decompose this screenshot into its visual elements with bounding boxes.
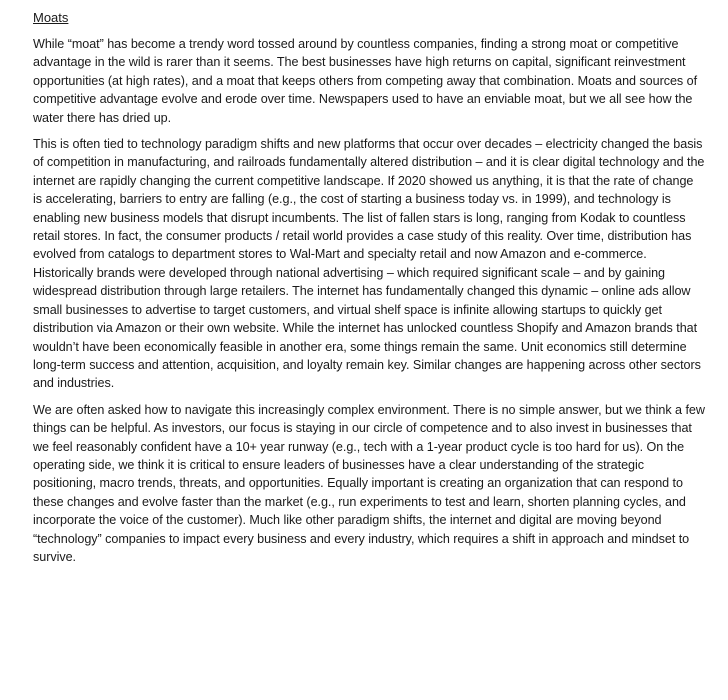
paragraph-navigation: We are often asked how to navigate this increasingly complex environment. There is no simple answer, but we think a few things can be helpful. As investors, our focus is staying in our circle of competence and to also invest in businesses that we feel reasonably confident have a 10+ year runway (e.g., tech with a 1-year product cycle is too hard for us). On the operating side, we think it is critical to ensure leaders of businesses have a clear understanding of the strategic positioning, macro trends, threats, and opportunities. Equally important is creating an organization that can respond to these changes and evolve faster than the market (e.g., run experiments to test and learn, shorten planning cycles, and incorporate the voice of the customer). Much like other paradigm shifts, the internet and digital are moving beyond “technology” companies to impact every business and every industry, which requires a shift in approach and mindset to survive. [33, 402, 705, 564]
paragraph-paradigm-shifts: This is often tied to technology paradigm shifts and new platforms that occur over decades – electricity changed the basis of competition in manufacturing, and railroads fundamentally altered distribution – and it is clear digital technology and the internet are rapidly changing the current competitive landscape. If 2020 showed us anything, it is that the rate of change is accelerating, barriers to entry are falling (e.g., the cost of starting a business today vs. in 1999), and technology is enabling new business models that disrupt incumbents. The list of fallen stars is long, ranging from Kodak to countless retail stores. In fact, the consumer products / retail world provides a case study of this reality. Over time, distribution has evolved from catalogs to department stores to Wal-Mart and specialty retail and now Amazon and e-commerce. Historically brands were developed through national advertising – which required significant scale – and by gaining widespread distribution through large retailers. The internet has fundamentally changed this dynamic – online ads allow small businesses to advertise to target customers, and virtual shelf space is infinite allowing startups to quickly get distribution via Amazon or their own website. While the internet has unlocked countless Shopify and Amazon brands that wouldn’t have been economically feasible in another era, some things remain the same. Unit economics still determine long-term success and attention, acquisition, and loyalty remain key. Similar changes are happening across other sectors and industries. [33, 137, 705, 391]
section-heading: Moats [33, 10, 69, 25]
paragraph-intro: While “moat” has become a trendy word tossed around by countless companies, finding a strong moat or competitive advantage in the wild is rarer than it seems. The best businesses have high returns on capital, significant reinvestment opportunities (at high rates), and a moat that keeps others from competing away that combination. Moats and sources of competitive advantage evolve and erode over time. Newspapers used to have an enviable moat, but we all see how the water there has dried up. [33, 37, 698, 125]
